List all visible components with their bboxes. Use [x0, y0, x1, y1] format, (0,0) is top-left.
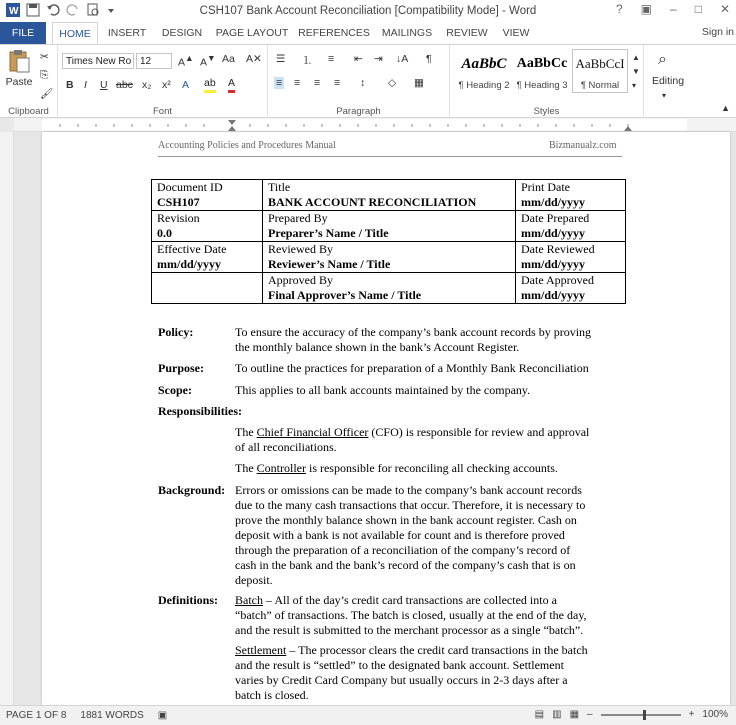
table-cell: Reviewed By Reviewer’s Name / Title — [263, 242, 516, 273]
tab-home[interactable]: HOME — [52, 22, 98, 45]
collapse-ribbon-icon[interactable]: ▲ — [721, 103, 730, 113]
align-right-icon[interactable]: ≡ — [314, 77, 321, 89]
zoom-in-icon[interactable]: + — [688, 709, 695, 720]
table-cell: Date Prepared mm/dd/yyyy — [516, 211, 626, 242]
zoom-slider[interactable] — [601, 714, 681, 716]
header-rule — [158, 156, 622, 157]
shading-icon[interactable]: ◇ — [388, 77, 397, 89]
table-row — [152, 242, 626, 273]
ruler-ticks — [0, 118, 736, 132]
document-workspace — [0, 132, 736, 705]
change-case-icon[interactable]: Aa — [222, 53, 235, 65]
bullets-icon[interactable]: ☰ — [276, 53, 286, 65]
ribbon-tabs — [0, 22, 736, 44]
table-cell: Document ID CSH107 — [152, 180, 263, 211]
italic-icon[interactable]: I — [84, 79, 87, 91]
document-control-table — [151, 179, 626, 304]
shrink-font-icon[interactable]: A▼ — [200, 53, 216, 69]
help-icon[interactable]: ? — [615, 2, 623, 16]
grow-font-icon[interactable]: A▲ — [178, 53, 194, 69]
style-sample: AaBbCc — [516, 56, 568, 71]
definition-settlement: Settlement – The processor clears the credit card transactions in the batch and the result is “settled” to the designated bank account. Settlement varies by Credit Card Company but usually occurs in 2-3 days after a batch is closed. — [235, 643, 588, 702]
styles-scroll-down-icon[interactable]: ▼ — [632, 67, 640, 76]
strikethrough-icon[interactable]: abc — [116, 79, 133, 91]
table-cell: Effective Date mm/dd/yyyy — [152, 242, 263, 273]
paragraph-group — [268, 45, 450, 118]
paste-button[interactable] — [4, 49, 34, 88]
tab-design[interactable]: DESIGN — [161, 27, 203, 39]
subscript-icon[interactable]: x₂ — [142, 79, 152, 91]
style-sample: AaBbCcI — [575, 56, 625, 71]
table-cell: Approved By Final Approver’s Name / Title — [263, 273, 516, 304]
close-icon[interactable]: ✕ — [719, 2, 730, 16]
tab-view[interactable]: VIEW — [502, 27, 530, 39]
vertical-ruler[interactable] — [0, 132, 14, 705]
web-layout-icon[interactable]: ▦ — [569, 709, 580, 720]
styles-scroll-up-icon[interactable]: ▲ — [632, 53, 640, 62]
styles-more-icon[interactable]: ▾ — [632, 81, 637, 90]
print-layout-icon[interactable]: ▥ — [552, 709, 562, 720]
tab-mailings[interactable]: MAILINGS — [381, 27, 433, 39]
table-cell: Date Approved mm/dd/yyyy — [516, 273, 626, 304]
align-center-icon[interactable]: ≡ — [294, 77, 301, 89]
tab-page-layout[interactable]: PAGE LAYOUT — [215, 27, 289, 39]
font-name-select[interactable]: Times New Ro — [62, 53, 134, 69]
style-sample: AaBbC — [461, 56, 507, 72]
styles-group-label: Styles — [533, 106, 560, 117]
read-mode-icon[interactable]: ▤ — [534, 709, 545, 720]
page-header-right: Bizmanualz.com — [549, 140, 617, 151]
purpose-text: To outline the practices for preparation of a Monthly Bank Reconciliation — [235, 361, 589, 375]
window-title: CSH107 Bank Account Reconciliation [Compatibility Mode] - Word — [199, 5, 537, 17]
editing-group[interactable] — [644, 45, 692, 118]
style-name: ¶ Heading 3 — [516, 80, 568, 91]
styles-group — [450, 45, 644, 118]
policy-label: Policy: — [158, 325, 194, 339]
find-icon: ⌕ — [658, 51, 667, 68]
style-name: ¶ Normal — [580, 80, 620, 91]
clear-formatting-icon[interactable]: A✕ — [246, 53, 262, 65]
superscript-icon[interactable]: x² — [162, 79, 171, 91]
definition-batch: Batch – All of the day’s credit card transactions are collected into a “batch” of transactions. The batch is closed, usually at the end of the day, and the result is submitted to the merchant processor as a single “batch”. — [235, 593, 587, 637]
sign-in-link[interactable]: Sign in — [701, 26, 734, 38]
numbering-icon[interactable]: ⒈ — [302, 55, 313, 67]
cfo-link: Chief Financial Officer — [256, 425, 369, 439]
font-size-select[interactable]: 12 — [136, 53, 172, 69]
table-row — [152, 211, 626, 242]
window-controls — [616, 2, 730, 16]
document-page[interactable] — [42, 132, 730, 705]
font-color-icon[interactable]: A — [228, 77, 235, 93]
multilevel-list-icon[interactable]: ≡ — [328, 53, 335, 65]
ribbon — [0, 44, 736, 118]
borders-icon[interactable]: ▦ — [414, 77, 424, 89]
batch-term: Batch — [235, 593, 263, 607]
tab-insert[interactable]: INSERT — [107, 27, 147, 39]
definitions-label: Definitions: — [158, 593, 218, 607]
zoom-slider-thumb[interactable] — [643, 710, 646, 720]
decrease-indent-icon[interactable]: ⇤ — [354, 53, 363, 65]
table-row — [152, 180, 626, 211]
controller-link: Controller — [256, 461, 306, 475]
font-group — [58, 45, 268, 118]
table-cell: Revision 0.0 — [152, 211, 263, 242]
table-cell: Prepared By Preparer’s Name / Title — [263, 211, 516, 242]
scope-label: Scope: — [158, 383, 192, 397]
scope-text: This applies to all bank accounts maintained by the company. — [235, 383, 531, 397]
proofing-icon[interactable]: ▣ — [157, 710, 168, 721]
paragraph-group-label: Paragraph — [336, 106, 381, 117]
background-text: Errors or omissions can be made to the company’s bank account records due to the many cash transactions that occur. Therefore, it is necessary to prove the monthly balance shown in the bank account register. Cash on deposit with a bank is not available for count and is therefore proved through the preparation of a reconciliation of the company’s record of cash in the bank and the bank’s record of the company’s cash that is on deposit. — [235, 483, 586, 587]
tab-file[interactable]: FILE — [0, 22, 46, 44]
svg-text:W: W — [9, 6, 19, 17]
page-count[interactable]: PAGE 1 OF 8 — [6, 710, 67, 721]
page-header-left: Accounting Policies and Procedures Manual — [158, 140, 336, 151]
responsibilities-label: Responsibilities: — [158, 404, 243, 418]
sort-icon[interactable]: ↓A — [396, 53, 409, 65]
clipboard-group-label: Clipboard — [8, 106, 49, 117]
paste-label: Paste — [5, 76, 33, 88]
responsibility-controller: The Controller is responsible for reconciling all checking accounts. — [235, 461, 558, 475]
horizontal-ruler[interactable] — [0, 118, 736, 132]
style-heading-3[interactable] — [514, 49, 570, 93]
editing-label: Editing — [651, 75, 685, 87]
highlight-icon[interactable]: ab — [204, 77, 216, 93]
style-heading-2[interactable] — [456, 49, 512, 93]
underline-icon[interactable]: U — [100, 79, 108, 91]
title-bar — [0, 0, 736, 22]
cut-icon[interactable]: ✂ — [40, 51, 49, 63]
style-normal[interactable] — [572, 49, 628, 93]
status-bar — [0, 705, 736, 725]
zoom-level[interactable]: 100% — [702, 709, 728, 720]
increase-indent-icon[interactable]: ⇥ — [374, 53, 383, 65]
minimize-icon[interactable]: – — [670, 2, 677, 16]
text-effects-icon[interactable]: A — [182, 79, 190, 91]
paste-icon — [6, 49, 32, 73]
show-marks-icon[interactable]: ¶ — [426, 53, 432, 65]
tab-references[interactable]: REFERENCES — [298, 27, 370, 39]
zoom-out-icon[interactable]: – — [587, 709, 593, 720]
tab-review[interactable]: REVIEW — [446, 27, 488, 39]
clipboard-group — [0, 45, 58, 118]
table-cell: Title BANK ACCOUNT RECONCILIATION — [263, 180, 516, 211]
editing-dropdown-icon: ▾ — [662, 91, 667, 100]
font-group-label: Font — [152, 106, 172, 117]
style-name: ¶ Heading 2 — [458, 80, 510, 91]
background-label: Background: — [158, 483, 226, 497]
align-left-icon[interactable]: ≡ — [276, 77, 283, 89]
ribbon-display-icon[interactable]: ▣ — [640, 2, 652, 16]
bold-icon[interactable]: B — [66, 79, 74, 91]
policy-text: To ensure the accuracy of the company’s bank account records by proving the monthly balance shown in the bank’s Account Register. — [235, 325, 592, 354]
maximize-icon[interactable]: □ — [694, 2, 702, 16]
table-cell: Print Date mm/dd/yyyy — [516, 180, 626, 211]
table-row — [152, 273, 626, 304]
responsibility-cfo: The Chief Financial Officer (CFO) is responsible for review and approval of all reconciliations. — [235, 425, 590, 454]
settlement-term: Settlement — [235, 643, 287, 657]
justify-icon[interactable]: ≡ — [334, 77, 341, 89]
format-painter-icon[interactable]: 🖌 — [40, 88, 54, 100]
table-cell: Date Reviewed mm/dd/yyyy — [516, 242, 626, 273]
purpose-label: Purpose: — [158, 361, 204, 375]
copy-icon[interactable]: ⎘ — [40, 69, 49, 81]
word-count[interactable]: 1881 WORDS — [80, 710, 144, 721]
table-cell — [152, 273, 263, 304]
line-spacing-icon[interactable]: ↕ — [360, 77, 366, 89]
